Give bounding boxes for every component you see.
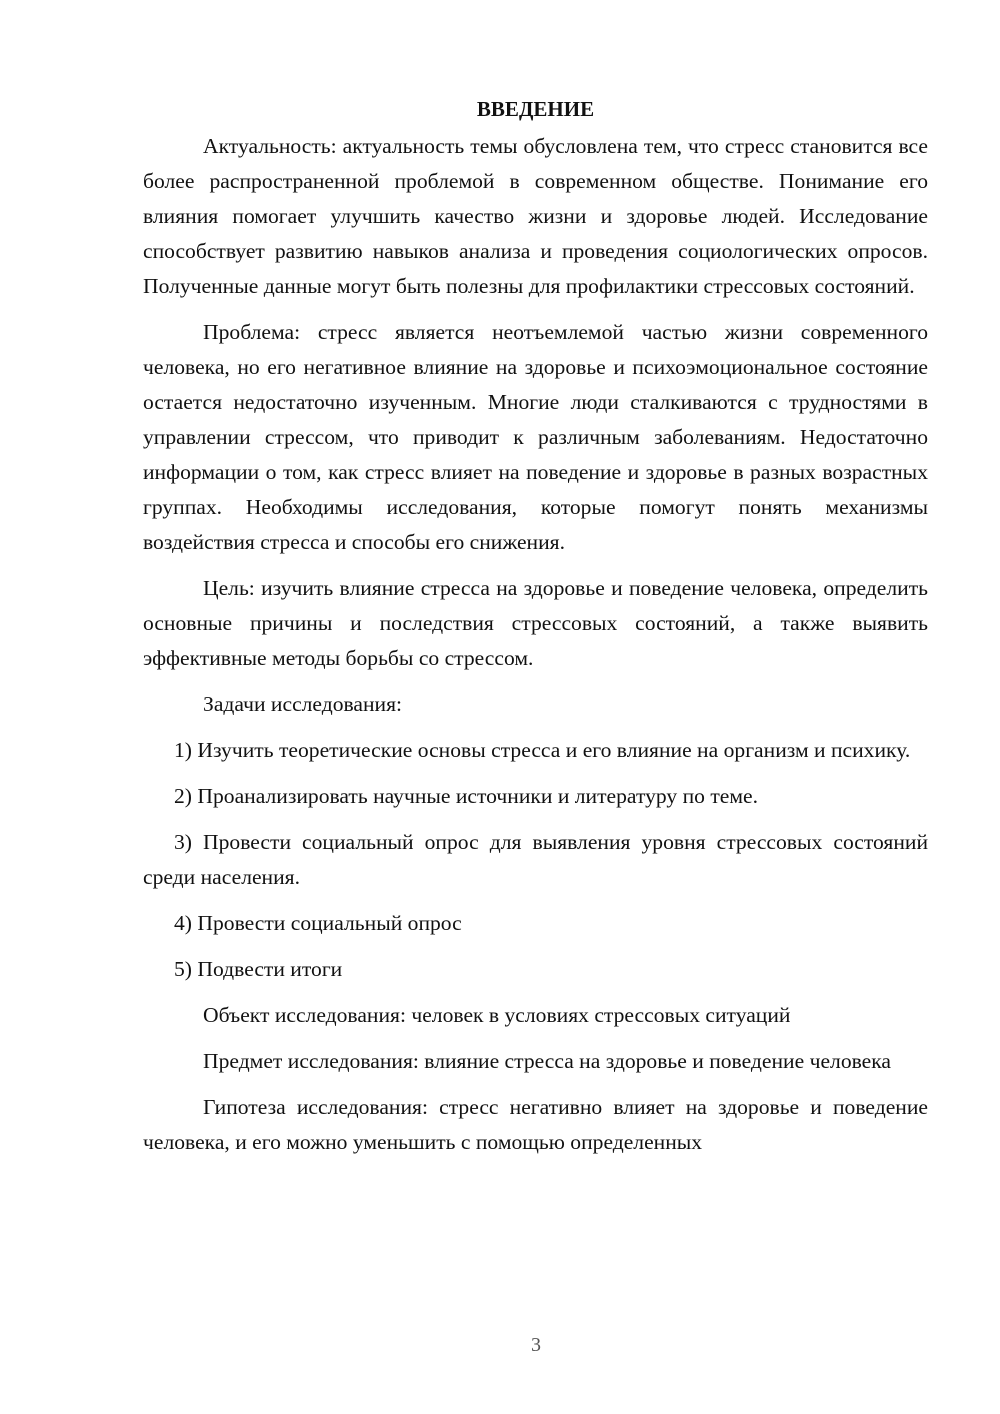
- section-title: ВВЕДЕНИЕ: [476, 97, 595, 121]
- hypothesis-paragraph: Гипотеза исследования: стресс негативно влияет на здоровье и поведение человека, и его можно уменьшить с помощью определенных: [143, 1095, 928, 1154]
- goal-paragraph: Цель: изучить влияние стресса на здоровье и поведение человека, определить основные причины и последствия стрессовых состояний, а также выявить эффективные методы борьбы со стрессом.: [143, 576, 928, 670]
- relevance-paragraph: Актуальность: актуальность темы обусловлена тем, что стресс становится все более распространенной проблемой в современном обществе. Понимание его влияния помогает улучшить качество жизни и здоровье людей. Исследование способствует развитию навыков анализа и проведения социологических опросов. Полученные данные могут быть полезны для профилактики стрессовых состояний.: [143, 134, 928, 298]
- page-content: [143, 92, 928, 1171]
- page-number: 3: [531, 1334, 541, 1356]
- problem-paragraph: Проблема: стресс является неотъемлемой частью жизни современного человека, но его негативное влияние на здоровье и психоэмоциональное состояние остается недостаточно изученным. Многие люди сталкиваются с трудностями в управлении стрессом, что приводит к различным заболеваниям. Недостаточно информации о том, как стресс влияет на поведение и здоровье в разных возрастных группах. Необходимы исследования, которые помогут понять механизмы воздействия стресса и способы его снижения.: [143, 320, 928, 554]
- task-item-1: 1) Изучить теоретические основы стресса и его влияние на организм и психику.: [174, 738, 911, 762]
- research-subject-paragraph: Предмет исследования: влияние стресса на здоровье и поведение человека: [203, 1049, 892, 1073]
- task-item-4: 4) Провести социальный опрос: [174, 911, 462, 935]
- task-item-3: 3) Провести социальный опрос для выявления уровня стрессовых состояний среди населения.: [143, 830, 928, 889]
- task-item-5: 5) Подвести итоги: [174, 957, 343, 981]
- task-item-2: 2) Проанализировать научные источники и литературу по теме.: [174, 784, 759, 808]
- tasks-heading: Задачи исследования:: [203, 692, 403, 716]
- research-object-paragraph: Объект исследования: человек в условиях стрессовых ситуаций: [203, 1003, 791, 1027]
